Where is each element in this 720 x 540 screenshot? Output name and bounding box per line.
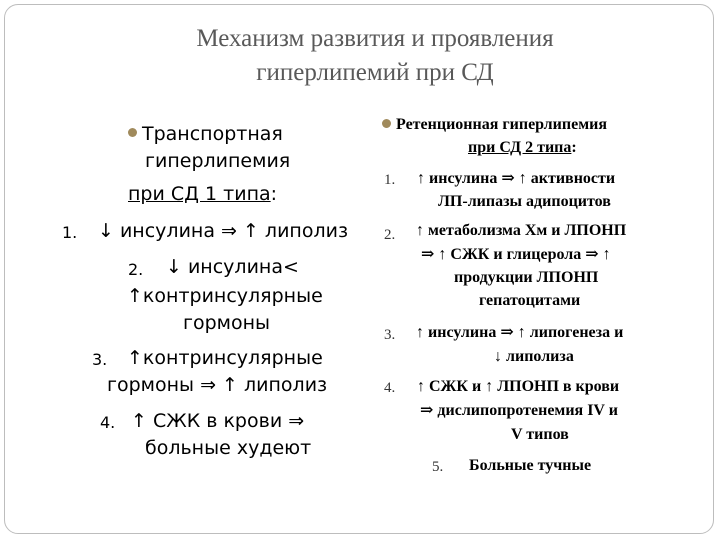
left-item-2-number: 2. [128, 260, 144, 279]
left-item-4-number: 4. [100, 413, 116, 432]
left-item-3-line-2: гормоны ⇒ ↑ липолиз [107, 374, 328, 396]
left-heading-line-3: при СД 1 типа: [128, 183, 278, 205]
right-item-5-line-1: Больные тучные [469, 457, 592, 474]
right-item-3-line-2: ↓ липолиза [494, 348, 574, 365]
right-item-4-line-2: ⇒ дислипопротенемия IV и [420, 402, 618, 419]
bullet-icon [382, 119, 391, 128]
right-item-2-line-2: ⇒ ↑ СЖК и глицерола ⇒ ↑ [421, 246, 611, 263]
right-item-2-line-1: ↑ метаболизма Хм и ЛПОНП [416, 222, 627, 239]
left-item-1-number: 1. [62, 223, 78, 242]
left-item-2-line-1: ↓ инсулина< [166, 256, 299, 278]
right-item-1-line-2: ЛП-липазы адипоцитов [438, 193, 611, 210]
title-line-2: гиперлипемий при СД [256, 59, 494, 86]
right-item-2-number: 2. [384, 227, 396, 243]
right-item-4-line-3: V типов [511, 426, 569, 443]
title-line-1: Механизм развития и проявления [196, 25, 554, 52]
right-item-5-number: 5. [432, 459, 444, 475]
right-item-2-line-3: продукции ЛПОНП [454, 269, 599, 286]
right-item-4-number: 4. [384, 380, 396, 396]
right-item-2-line-4: гепатоцитами [479, 292, 581, 309]
left-heading-line-1: Транспортная [128, 121, 283, 147]
right-heading-line-2: при СД 2 типа: [468, 139, 577, 156]
right-item-4-line-1: ↑ СЖК и ↑ ЛПОНП в крови [417, 378, 620, 395]
right-item-1-line-1: ↑ инсулина ⇒ ↑ активности [417, 170, 616, 187]
right-item-3-number: 3. [384, 327, 396, 343]
left-item-1-line-1: ↓ инсулина ⇒ ↑ липолиз [98, 220, 349, 242]
left-item-3-line-1: ↑контринсулярные [127, 347, 323, 369]
bullet-icon [128, 128, 137, 137]
page-title [0, 22, 720, 90]
left-item-2-line-2: ↑контринсулярные [127, 285, 323, 307]
left-item-4-line-1: ↑ СЖК в крови ⇒ [131, 410, 305, 432]
right-item-1-number: 1. [384, 172, 396, 188]
left-item-4-line-2: больные худеют [145, 437, 312, 459]
right-heading-line-1: Ретенционная гиперлипемия [382, 114, 607, 136]
left-heading-line-2: гиперлипемия [145, 150, 291, 172]
right-item-3-line-1: ↑ инсулина ⇒ ↑ липогенеза и [416, 324, 624, 341]
left-item-2-line-3: гормоны [183, 312, 271, 334]
left-item-3-number: 3. [92, 350, 108, 369]
